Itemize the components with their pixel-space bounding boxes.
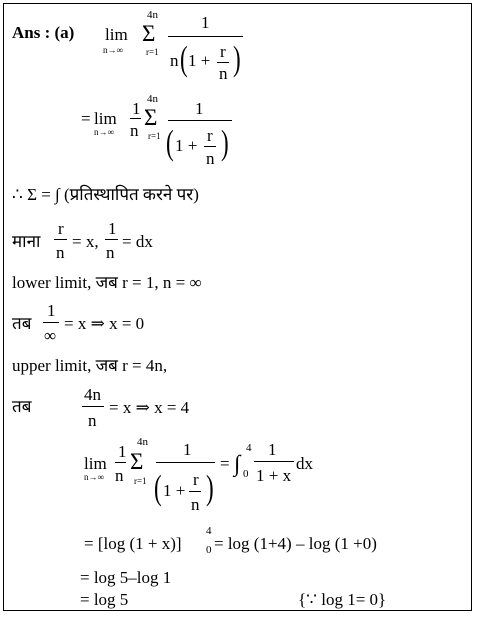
- tab2-rhs: = x ⇒ x = 4: [109, 398, 190, 417]
- integral-sign: ∫: [234, 451, 241, 476]
- int-den: 1 + x: [256, 466, 292, 485]
- r-over-n-bar-3: [189, 491, 201, 492]
- sigma-bottom-1: r=1: [146, 47, 159, 57]
- lparen-2: (: [166, 123, 174, 162]
- frac-1-num: 1: [201, 13, 210, 32]
- rparen-2: ): [221, 123, 229, 162]
- sigma-1: Σ: [142, 21, 156, 46]
- int-num: 1: [268, 440, 277, 459]
- lparen-1: (: [180, 39, 188, 78]
- tab2-bar: [82, 406, 104, 407]
- sigma-top-2: 4n: [147, 93, 158, 105]
- tab1-rhs: = x ⇒ x = 0: [64, 314, 145, 333]
- lim-sub-1: n→∞: [103, 45, 123, 55]
- tab1-bar: [43, 322, 59, 323]
- n-1: n: [219, 64, 228, 83]
- one-plus-2: 1 +: [175, 136, 198, 155]
- log-line: = [log (1 + x)]: [84, 534, 182, 553]
- tab1-num: 1: [47, 301, 56, 320]
- mana-rhs: = x,: [72, 232, 99, 251]
- lim-sub-3: n→∞: [84, 472, 104, 482]
- one-over-n-den-2: n: [130, 121, 139, 140]
- lparen-3: (: [154, 468, 162, 507]
- answer-box: [3, 3, 472, 611]
- mana-one: 1: [108, 219, 117, 238]
- lim-sub-2: n→∞: [94, 127, 114, 137]
- int-dx: dx: [296, 454, 313, 473]
- eq-2: =: [81, 109, 91, 128]
- n-3: n: [191, 495, 200, 514]
- note: {∵ log 1= 0}: [298, 590, 387, 609]
- answer-label: Ans : (a): [12, 23, 75, 42]
- mana-text: माना: [12, 232, 41, 251]
- frac-1-n: n: [170, 51, 179, 70]
- log-lower: 0: [206, 544, 212, 556]
- sigma-3: Σ: [130, 449, 144, 474]
- lim-2: lim: [94, 109, 117, 128]
- tab-2: तब: [12, 397, 32, 416]
- mana-r-bar: [54, 239, 67, 240]
- one-over-n-bar-2: [130, 118, 141, 119]
- sigma-2: Σ: [144, 105, 158, 130]
- sigma-bottom-3: r=1: [134, 476, 147, 486]
- upper-limit-line: upper limit, जब r = 4n,: [12, 356, 168, 375]
- mana-n: n: [56, 243, 65, 262]
- mana-one-bar: [105, 239, 118, 240]
- log-upper: 4: [206, 525, 212, 537]
- r-2: r: [207, 126, 213, 145]
- tab-1: तब: [12, 314, 32, 333]
- frac-2-bar: [168, 120, 232, 121]
- frac-2-num: 1: [195, 99, 204, 118]
- lim-3: lim: [84, 454, 107, 473]
- r-over-n-bar-1: [217, 62, 229, 63]
- lim-1: lim: [105, 25, 128, 44]
- log-line-rhs: = log (1+4) – log (1 +0): [214, 534, 377, 553]
- one-plus-1: 1 +: [188, 51, 211, 70]
- rparen-3: ): [206, 468, 214, 507]
- sigma-bottom-2: r=1: [148, 131, 161, 141]
- mana-n2: n: [106, 243, 115, 262]
- eq-3: =: [220, 454, 230, 473]
- int-upper: 4: [246, 442, 252, 454]
- int-bar: [254, 461, 294, 462]
- therefore-line: ∴ Σ = ∫ (प्रतिस्थापित करने पर): [12, 185, 199, 204]
- one-plus-3: 1 +: [163, 481, 186, 500]
- frac-1-bar: [168, 36, 243, 37]
- tab2-den: n: [88, 411, 97, 430]
- one-over-n-num-2: 1: [132, 99, 141, 118]
- tab1-den: ∞: [44, 326, 57, 345]
- r-3: r: [193, 470, 199, 489]
- result-line-b: = log 5: [80, 590, 129, 609]
- tab2-num: 4n: [84, 385, 101, 404]
- one-over-n-den-3: n: [115, 466, 124, 485]
- frac-3-num: 1: [183, 440, 192, 459]
- int-lower: 0: [243, 468, 249, 480]
- sigma-top-1: 4n: [147, 9, 158, 21]
- rparen-1: ): [233, 39, 241, 78]
- mana-r: r: [58, 219, 64, 238]
- n-2: n: [206, 149, 215, 168]
- lower-limit-line: lower limit, जब r = 1, n = ∞: [12, 273, 202, 292]
- r-over-n-bar-2: [204, 146, 216, 147]
- r-1: r: [220, 42, 226, 61]
- frac-3-bar: [156, 462, 215, 463]
- sigma-top-3: 4n: [137, 436, 148, 448]
- result-line-a: = log 5–log 1: [80, 568, 172, 587]
- one-over-n-bar-3: [115, 462, 126, 463]
- mana-rhs2: = dx: [122, 232, 153, 251]
- one-over-n-num-3: 1: [118, 442, 127, 461]
